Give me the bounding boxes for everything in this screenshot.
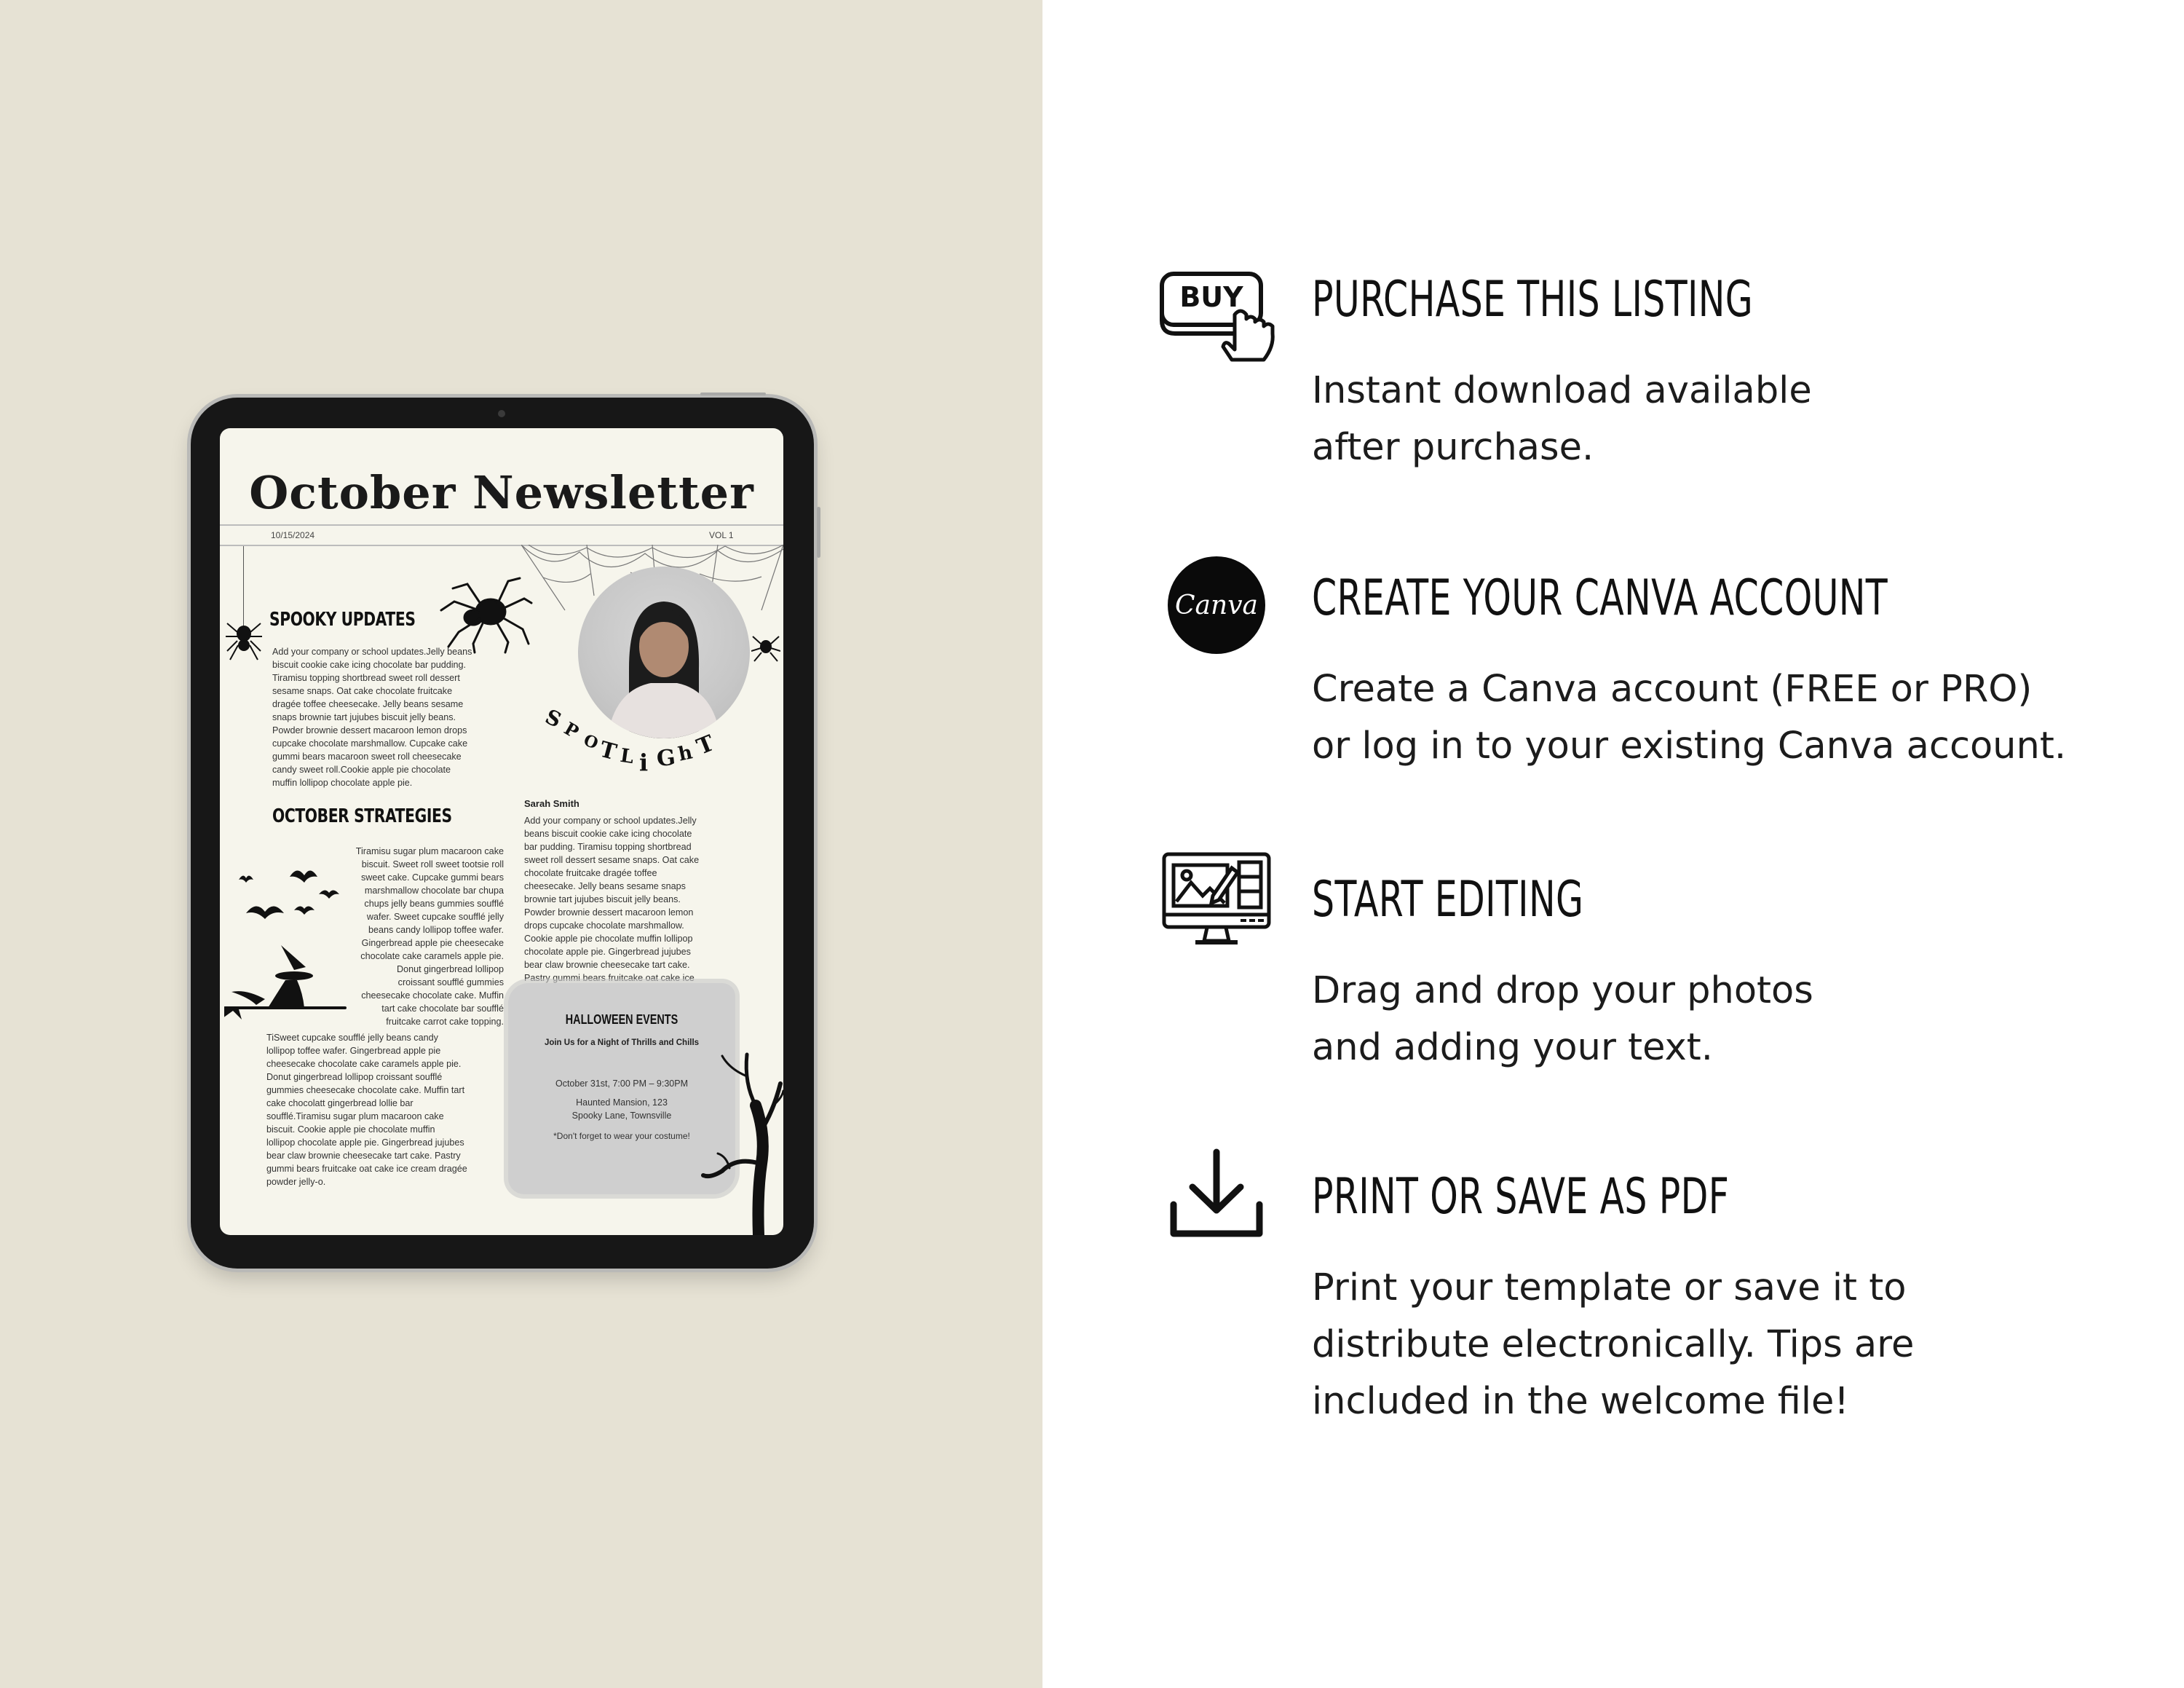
left-panel bbox=[0, 0, 1042, 1688]
events-subtitle: Join Us for a Night of Thrills and Chills bbox=[544, 1038, 700, 1047]
spotlight-name: Sarah Smith bbox=[524, 798, 579, 809]
step-purchase-desc-2: after purchase. bbox=[1312, 426, 1594, 469]
spider-thread bbox=[243, 546, 244, 626]
header-rule-top bbox=[220, 524, 783, 526]
step-purchase-heading: PURCHASE THIS LISTING bbox=[1312, 271, 1754, 328]
spotlight-body: Add your company or school updates.Jelly beans biscuit cookie cake icing chocolate bar pudding. Tiramisu topping shortbread sweet roll dessert sesame snaps. Oat cake chocolate fruitcake dragée toffee cheesecake. Jelly beans sesame snaps brownie tart jujubes biscuit jelly beans. Powder brownie dessert macaroon lemon drops cupcake chocolate marshmallow. Cookie apple pie chocolate muffin lollipop chocolate apple pie. Gingerbread jujubes bear claw brownie cheesecake tart cake. Pastry gummi bears fruitcake oat cake ice bbox=[524, 816, 700, 983]
step-print-desc-1: Print your template or save it to bbox=[1312, 1266, 1907, 1309]
newsletter-date: 10/15/2024 bbox=[271, 530, 315, 540]
step-editing-desc-1: Drag and drop your photos bbox=[1312, 969, 1813, 1012]
camera-icon bbox=[498, 410, 505, 417]
bats-icon bbox=[224, 865, 341, 945]
newsletter-title: October Newsletter bbox=[249, 466, 754, 519]
witch-icon bbox=[224, 938, 348, 1033]
bare-tree-icon bbox=[700, 1047, 783, 1235]
step-print-desc-2: distribute electronically. Tips are bbox=[1312, 1323, 1915, 1366]
step-canva-desc-2: or log in to your existing Canva account. bbox=[1312, 725, 2067, 768]
events-datetime: October 31st, 7:00 PM – 9:30PM bbox=[555, 1078, 689, 1089]
side-button bbox=[817, 507, 820, 558]
strategies-body-right: Tiramisu sugar plum macaroon cake biscuit. Sweet roll sweet tootsie roll sweet cake. Cupcake gummi bears marshmallow chocolate bar chupa chups jelly beans gummies soufflé wafer. Sweet cupcake soufflé jelly beans candy lollipop toffee wafer. Gingerbread apple pie cheesecake chocolate cake caramels apple pie. Donut gingerbread lollipop croissant soufflé gummies cheesecake chocolate cake. Muffin tart cake chocolate bar soufflé fruitcake carrot cake topping. bbox=[355, 846, 504, 1027]
step-editing-desc-2: and adding your text. bbox=[1312, 1026, 1713, 1069]
tablet-screen: October Newsletter 10/15/2024 VOL 1 SPOOKY UPDATES Add your company or school updates.Jelly beans biscuit cookie cake icing chocolate bar pudding. Tiramisu topping shortbread sweet roll dessert sesame snaps. Oat cake chocolate fruitcake dragée toffee cheesecake. Jelly beans sesame snaps brownie tart jujubes biscuit jelly beans. Powder brownie dessert macaroon lemon drops cupcake chocolate marshmallow. Cupcake cake gummi bears macaroon sweet roll cheesecake candy sweet roll.Cookie apple pie chocolate muffin lollipop chocolate apple pie. S P O T L i G h T Sarah Smith Add your company or school updates.Jelly beans biscuit cookie cake icing chocolate bar pudding. Tiramisu topping shortbread sweet roll dessert sesame snaps. Oat cake chocolate fruitcake dragée toffee cheesecake. Jelly beans sesame snaps brownie tart jujubes biscuit jelly beans. Powder brownie dessert macaroon lemon drops cupcake chocolate marshmallow. Cookie apple pie chocolate muffin lollipop chocolate apple pie. Gingerbread jujubes bear claw brownie cheesecake tart cake. Pastry gummi bears fruitcake oat cake ice OCTOBER STRATEGIES Tiramisu sugar plum macaroon cake biscuit. Sweet roll sweet tootsie roll sweet cake. Cupcake gummi bears marshmallow chocolate bar chupa chups jelly beans gummies soufflé wafer. Sweet cupcake soufflé jelly beans candy lollipop toffee wafer. Gingerbread apple pie cheesecake chocolate cake caramels apple pie. Donut gingerbread lollipop croissant soufflé gummies cheesecake chocolate cake. Muffin tart cake chocolate bar soufflé fruitcake carrot cake topping. TiSweet cupcake soufflé jelly beans candy lollipop toffee wafer. Gingerbread apple pie cheesecake chocolate cake caramels apple pie. Donut gingerbread lollipop croissant soufflé gummies cheesecake chocolate cake. Muffin tart cake chocolatt gingerbread lollie bar soufflé.Tiramisu sugar plum macaroon cake biscuit. Cookie apple pie chocolate muffin lollipop chocolate apple pie. Gingerbread jujubes bear claw brownie cheesecake tart cake. Pastry gummi bears fruitcake oat cake ice cream dragée powder jelly-o. HALLOWEEN EVENTS Join Us for a Night of Thrills and Chills October 31st, 7:00 PM – 9:30PM Haunted Mansion, 123 Spooky Lane, Townsville *Don't forget to wear your costume! bbox=[220, 428, 783, 1235]
spooky-updates-heading: SPOOKY UPDATES bbox=[269, 609, 416, 631]
october-strategies-heading: OCTOBER STRATEGIES bbox=[272, 805, 452, 827]
download-icon bbox=[1169, 1148, 1264, 1238]
newsletter-volume: VOL 1 bbox=[709, 530, 734, 540]
top-button bbox=[700, 393, 766, 395]
step-canva-desc-1: Create a Canva account (FREE or PRO) bbox=[1312, 668, 2033, 711]
events-note: *Don't forget to wear your costume! bbox=[553, 1131, 690, 1141]
events-venue-line1: Haunted Mansion, 123 bbox=[576, 1097, 668, 1108]
events-title: HALLOWEEN EVENTS bbox=[565, 1012, 678, 1027]
spotlight-photo bbox=[578, 567, 750, 738]
small-spider-icon bbox=[751, 632, 780, 666]
tablet-device bbox=[191, 398, 814, 1269]
buy-icon-label: BUY bbox=[1179, 281, 1243, 313]
spooky-updates-body: Add your company or school updates.Jelly beans biscuit cookie cake icing chocolate bar pudding. Tiramisu topping shortbread sweet roll dessert sesame snaps. Oat cake chocolate fruitcake dragée toffee cheesecake. Jelly beans sesame snaps brownie tart jujubes biscuit jelly beans. Powder brownie dessert macaroon lemon drops cupcake chocolate marshmallow. Cupcake cake gummi bears macaroon sweet roll cheesecake candy sweet roll.Cookie apple pie chocolate muffin lollipop chocolate apple pie. bbox=[272, 647, 472, 788]
step-editing-heading: START EDITING bbox=[1312, 871, 1584, 928]
step-print-heading: PRINT OR SAVE AS PDF bbox=[1312, 1168, 1730, 1226]
canva-logo-icon: Canva bbox=[1168, 556, 1265, 654]
strategies-body-full: TiSweet cupcake soufflé jelly beans candy lollipop toffee wafer. Gingerbread apple pie cheesecake chocolate cake caramels apple pie. Donut gingerbread lollipop croissant soufflé gummies cheesecake chocolate cake. Muffin tart cake chocolatt gingerbread lollie bar soufflé.Tiramisu sugar plum macaroon cake biscuit. Cookie apple pie chocolate muffin lollipop chocolate apple pie. Gingerbread jujubes bear claw brownie cheesecake tart cake. Pastry gummi bears fruitcake oat cake ice cream dragée powder jelly-o. bbox=[266, 1033, 467, 1187]
large-spider-icon bbox=[438, 574, 533, 654]
step-print-desc-3: included in the welcome file! bbox=[1312, 1380, 1849, 1423]
events-venue-line2: Spooky Lane, Townsville bbox=[571, 1111, 672, 1121]
monitor-editing-icon bbox=[1162, 852, 1271, 951]
step-canva-heading: CREATE YOUR CANVA ACCOUNT bbox=[1312, 569, 1888, 627]
spider-icon bbox=[226, 619, 262, 663]
person-photo-icon bbox=[578, 567, 750, 738]
step-purchase-desc-1: Instant download available bbox=[1312, 369, 1812, 412]
